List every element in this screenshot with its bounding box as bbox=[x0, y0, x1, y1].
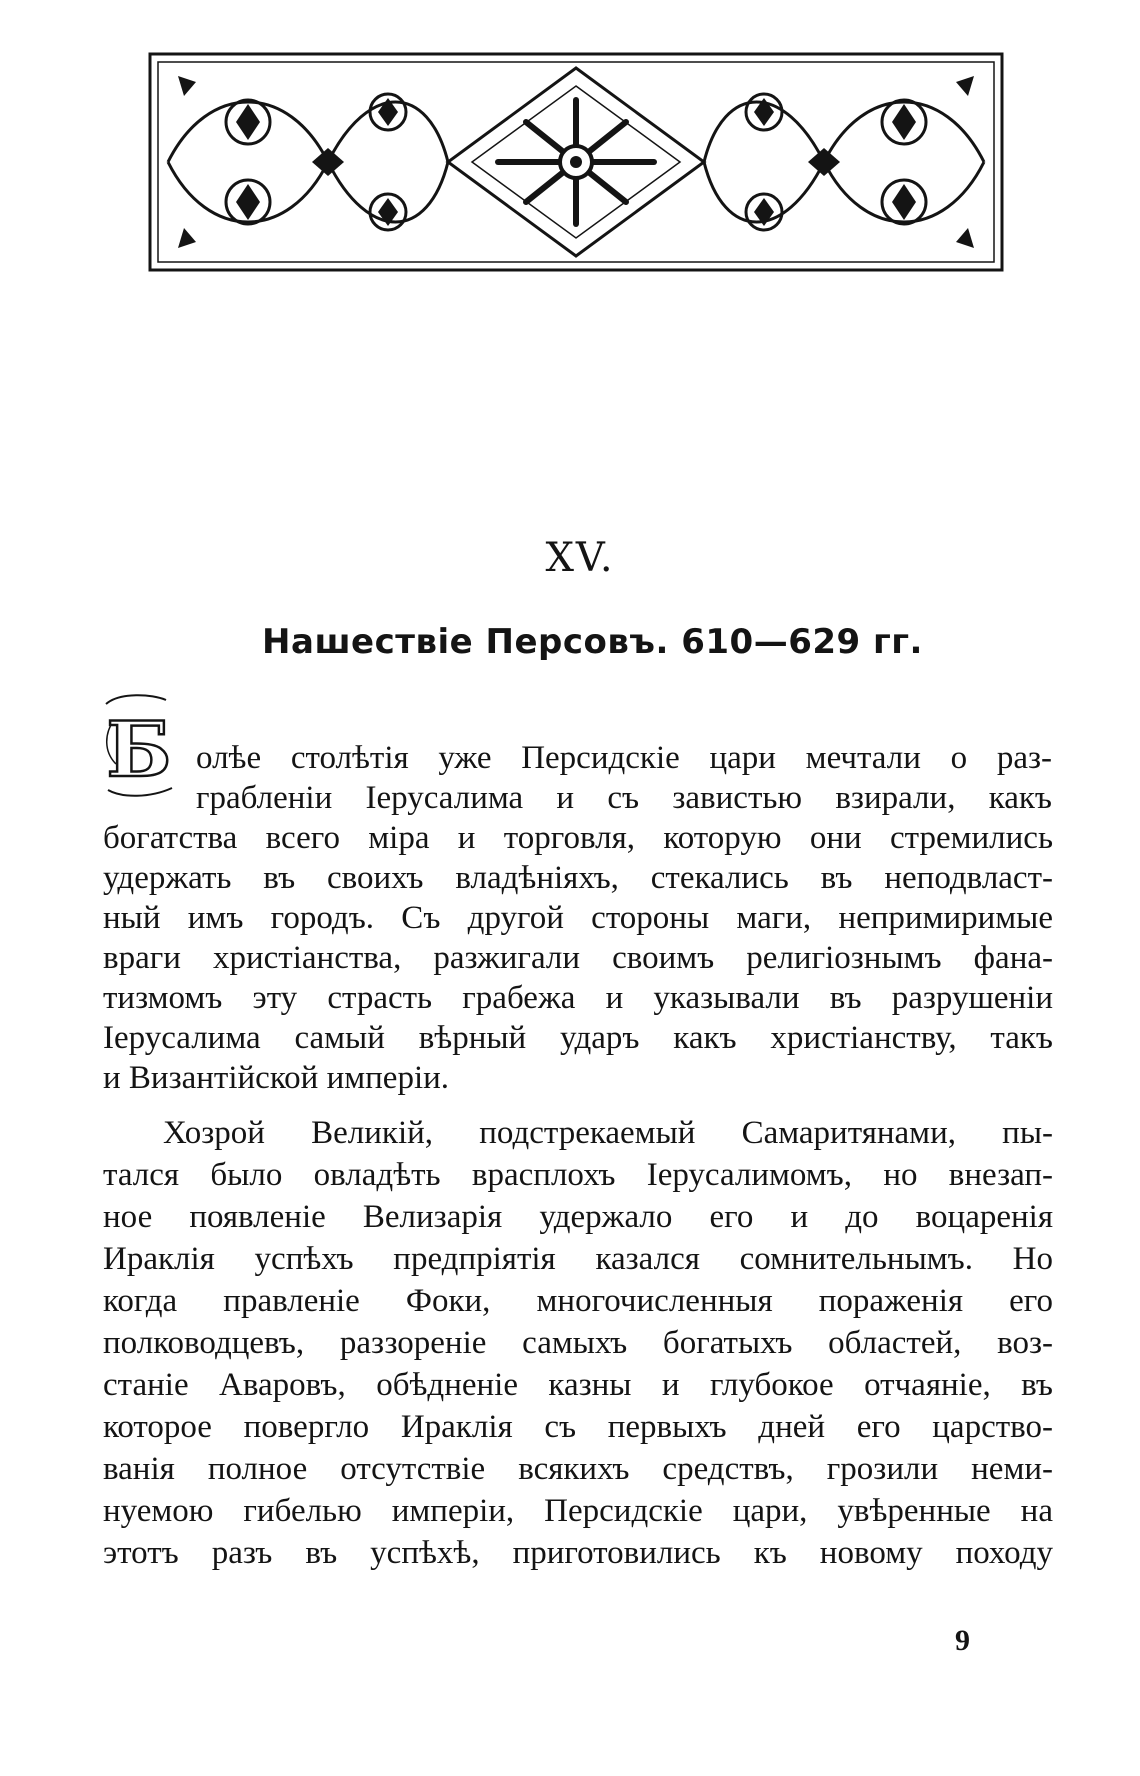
drop-cap-letter: Б bbox=[106, 705, 172, 794]
text-line: враги христіанства, разжигали своимъ религіознымъ фана- bbox=[103, 940, 1053, 976]
text-line: ное появленіе Велизарія удержало его и до воцаренія bbox=[103, 1199, 1053, 1235]
text-line: станіе Аваровъ, обѣдненіе казны и глубокое отчаяніе, въ bbox=[103, 1367, 1053, 1403]
text-line: полководцевъ, раззореніе самыхъ богатыхъ областей, воз- bbox=[103, 1325, 1053, 1361]
text-line: нуемою гибелью имперіи, Персидскіе цари, увѣренные на bbox=[103, 1493, 1053, 1529]
text-line: когда правленіе Фоки, многочисленныя пораженія его bbox=[103, 1283, 1053, 1319]
text-line: олѣе столѣтія уже Персидскіе цари мечтали о раз- bbox=[196, 740, 1052, 776]
text-line: Ираклія успѣхъ предпріятія казался сомнительнымъ. Но bbox=[103, 1241, 1053, 1277]
chapter-title: Нашествіе Персовъ. 610—629 гг. bbox=[262, 622, 923, 662]
text-line: тался было овладѣть врасплохъ Іерусалимомъ, но внезап- bbox=[103, 1157, 1053, 1193]
text-line: которое повергло Ираклія съ первыхъ дней его царство- bbox=[103, 1409, 1053, 1445]
text-line: удержать въ своихъ владѣніяхъ, стекались въ неподвласт- bbox=[103, 860, 1053, 896]
decorative-initial bbox=[100, 690, 178, 800]
chapter-number: XV. bbox=[545, 535, 615, 581]
text-line: ный имъ городъ. Съ другой стороны маги, непримиримые bbox=[103, 900, 1053, 936]
text-line: богатства всего міра и торговля, которую они стремились bbox=[103, 820, 1053, 856]
text-line: Іерусалима самый вѣрный ударъ какъ христіанству, такъ bbox=[103, 1020, 1053, 1056]
text-line: и Византійской имперіи. bbox=[103, 1060, 450, 1096]
page-number: 9 bbox=[955, 1624, 970, 1657]
text-line: этотъ разъ въ успѣхѣ, приготовились къ новому походу bbox=[103, 1535, 1053, 1571]
text-line: Хозрой Великій, подстрекаемый Самаритянами, пы- bbox=[163, 1115, 1053, 1151]
ornamental-headpiece bbox=[148, 52, 1004, 272]
text-line: грабленіи Іерусалима и съ завистью взирали, какъ bbox=[196, 780, 1052, 816]
text-line: ванія полное отсутствіе всякихъ средствъ, грозили неми- bbox=[103, 1451, 1053, 1487]
text-line: тизмомъ эту страсть грабежа и указывали въ разрушеніи bbox=[103, 980, 1053, 1016]
